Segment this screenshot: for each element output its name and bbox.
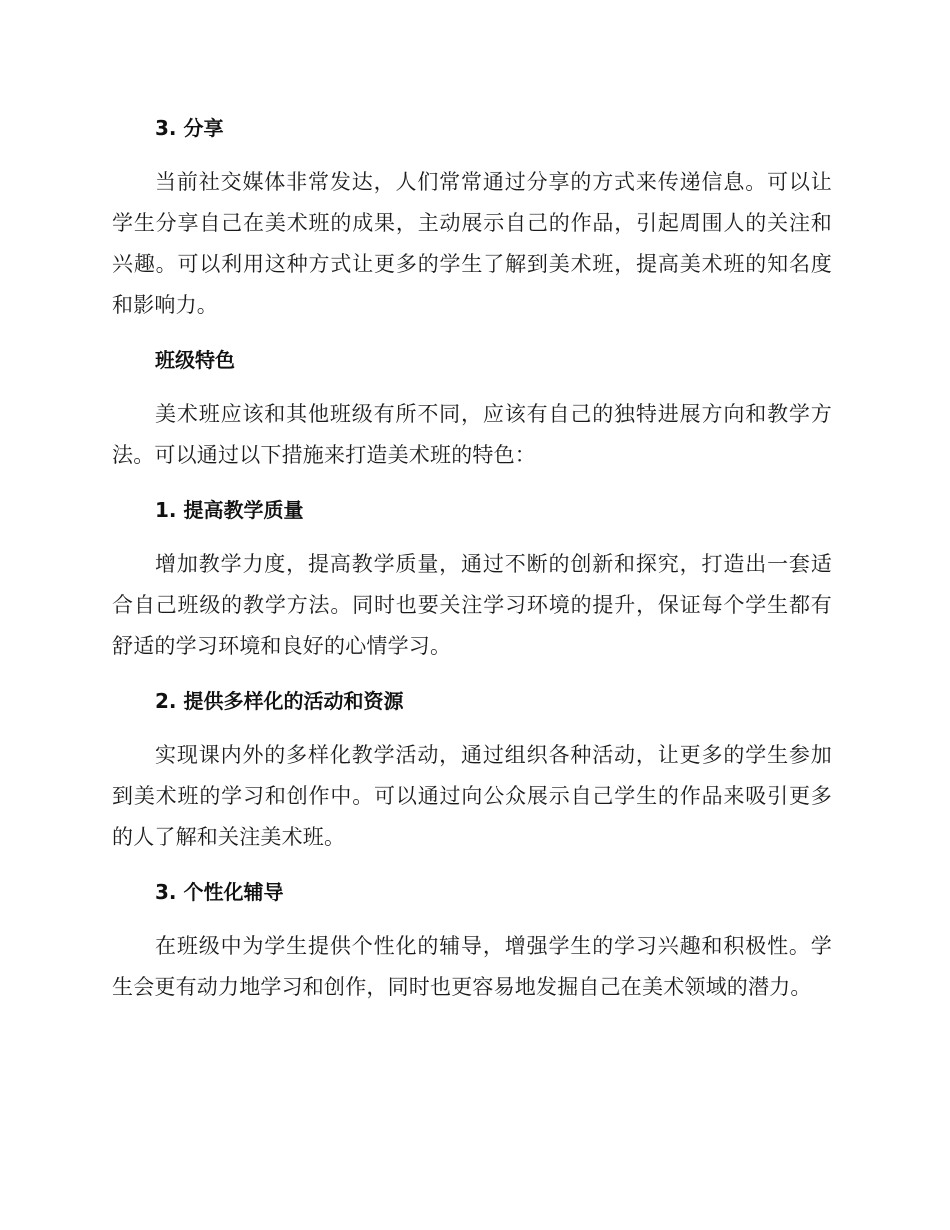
section-heading-teaching-quality: 1. 提高教学质量 (155, 498, 304, 522)
section-heading-personalized-tutoring: 3. 个性化辅导 (155, 880, 284, 904)
paragraph-diverse-activities: 实现课内外的多样化教学活动，通过组织各种活动，让更多的学生参加到美术班的学习和创作中。可以通过向公众展示自己学生的作品来吸引更多的人了解和关注美术班。 (112, 743, 832, 849)
paragraph-sharing: 当前社交媒体非常发达，人们常常通过分享的方式来传递信息。可以让学生分享自己在美术班的成果，主动展示自己的作品，引起周围人的关注和兴趣。可以利用这种方式让更多的学生了解到美术班，提高美术班的知名度和影响力。 (112, 170, 832, 317)
paragraph-personalized-tutoring: 在班级中为学生提供个性化的辅导，增强学生的学习兴趣和积极性。学生会更有动力地学习和创作，同时也更容易地发掘自己在美术领域的潜力。 (112, 934, 832, 999)
paragraph-teaching-quality: 增加教学力度，提高教学质量，通过不断的创新和探究，打造出一套适合自己班级的教学方法。同时也要关注学习环境的提升，保证每个学生都有舒适的学习环境和良好的心情学习。 (112, 552, 832, 658)
section-heading-sharing: 3. 分享 (155, 116, 224, 140)
section-heading-class-features: 班级特色 (155, 348, 235, 372)
section-heading-diverse-activities: 2. 提供多样化的活动和资源 (155, 689, 404, 713)
paragraph-class-features: 美术班应该和其他班级有所不同，应该有自己的独特进展方向和教学方法。可以通过以下措施来打造美术班的特色： (112, 402, 832, 467)
document-body (112, 108, 832, 1022)
